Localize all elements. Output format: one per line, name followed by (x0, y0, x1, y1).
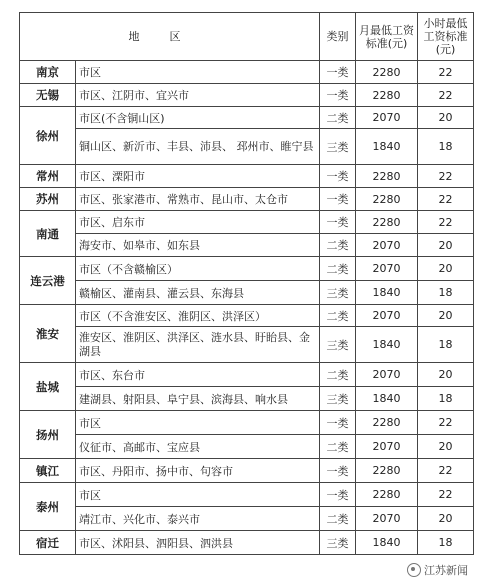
city-cell: 无锡 (20, 84, 76, 107)
monthly-cell: 2070 (356, 257, 418, 281)
area-cell: 市区、东台市 (76, 363, 320, 387)
city-cell: 徐州 (20, 107, 76, 165)
hourly-cell: 18 (418, 387, 474, 411)
hourly-cell: 20 (418, 305, 474, 327)
area-cell: 市区、丹阳市、扬中市、句容市 (76, 459, 320, 483)
area-cell: 市区、江阴市、宜兴市 (76, 84, 320, 107)
hourly-cell: 22 (418, 459, 474, 483)
area-cell: 淮安区、淮阴区、洪泽区、涟水县、盱眙县、金湖县 (76, 327, 320, 363)
class-cell: 一类 (320, 61, 356, 84)
monthly-cell: 2070 (356, 107, 418, 129)
hourly-cell: 20 (418, 363, 474, 387)
class-cell: 一类 (320, 84, 356, 107)
monthly-cell: 2070 (356, 507, 418, 531)
table-row (20, 84, 474, 107)
hourly-cell: 18 (418, 531, 474, 555)
hourly-cell: 18 (418, 129, 474, 165)
city-cell: 泰州 (20, 483, 76, 531)
area-cell: 靖江市、兴化市、泰兴市 (76, 507, 320, 531)
table-row (20, 459, 474, 483)
table-row (20, 188, 474, 211)
class-cell: 二类 (320, 257, 356, 281)
table-row (20, 107, 474, 129)
area-cell: 市区(不含铜山区) (76, 107, 320, 129)
header-monthly: 月最低工资标准(元) (356, 13, 418, 61)
monthly-cell: 1840 (356, 531, 418, 555)
header-hourly: 小时最低工资标准(元) (418, 13, 474, 61)
class-cell: 三类 (320, 531, 356, 555)
class-cell: 二类 (320, 234, 356, 257)
area-cell: 市区、张家港市、常熟市、昆山市、太仓市 (76, 188, 320, 211)
area-cell: 铜山区、新沂市、丰县、沛县、 邳州市、睢宁县 (76, 129, 320, 165)
table-row (20, 411, 474, 435)
table-row (20, 363, 474, 387)
area-cell: 赣榆区、灌南县、灌云县、东海县 (76, 281, 320, 305)
hourly-cell: 20 (418, 507, 474, 531)
table-row (20, 234, 474, 257)
monthly-cell: 1840 (356, 281, 418, 305)
table-row (20, 257, 474, 281)
hourly-cell: 22 (418, 483, 474, 507)
monthly-cell: 1840 (356, 387, 418, 411)
class-cell: 一类 (320, 211, 356, 234)
table-row (20, 129, 474, 165)
area-cell: 市区 (76, 411, 320, 435)
monthly-cell: 2280 (356, 411, 418, 435)
header-class: 类别 (320, 13, 356, 61)
table-row (20, 387, 474, 411)
table-row (20, 165, 474, 188)
area-cell: 海安市、如皋市、如东县 (76, 234, 320, 257)
watermark (405, 562, 470, 578)
hourly-cell: 20 (418, 257, 474, 281)
city-cell: 南京 (20, 61, 76, 84)
table-header-row (20, 13, 474, 61)
area-cell: 市区（不含赣榆区） (76, 257, 320, 281)
class-cell: 二类 (320, 363, 356, 387)
table-row (20, 281, 474, 305)
city-cell: 淮安 (20, 305, 76, 363)
hourly-cell: 18 (418, 327, 474, 363)
monthly-cell: 1840 (356, 129, 418, 165)
class-cell: 一类 (320, 483, 356, 507)
hourly-cell: 18 (418, 281, 474, 305)
hourly-cell: 22 (418, 211, 474, 234)
class-cell: 三类 (320, 387, 356, 411)
monthly-cell: 2280 (356, 165, 418, 188)
class-cell: 三类 (320, 129, 356, 165)
hourly-cell: 20 (418, 107, 474, 129)
city-cell: 常州 (20, 165, 76, 188)
city-cell: 连云港 (20, 257, 76, 305)
area-cell: 市区（不含淮安区、淮阴区、洪泽区） (76, 305, 320, 327)
city-cell: 扬州 (20, 411, 76, 459)
hourly-cell: 22 (418, 188, 474, 211)
header-region: 地区 (20, 13, 320, 61)
class-cell: 一类 (320, 188, 356, 211)
monthly-cell: 2070 (356, 363, 418, 387)
monthly-cell: 2280 (356, 483, 418, 507)
table-row (20, 327, 474, 363)
class-cell: 二类 (320, 107, 356, 129)
table-row (20, 483, 474, 507)
area-cell: 市区、启东市 (76, 211, 320, 234)
table-row (20, 211, 474, 234)
monthly-cell: 2070 (356, 234, 418, 257)
city-cell: 宿迁 (20, 531, 76, 555)
area-cell: 市区、沭阳县、泗阳县、泗洪县 (76, 531, 320, 555)
table-row (20, 61, 474, 84)
class-cell: 一类 (320, 459, 356, 483)
monthly-cell: 2070 (356, 435, 418, 459)
watermark-text: 江苏新闻 (424, 564, 468, 577)
monthly-cell: 2280 (356, 61, 418, 84)
area-cell: 市区 (76, 61, 320, 84)
area-cell: 建湖县、射阳县、阜宁县、滨海县、响水县 (76, 387, 320, 411)
class-cell: 三类 (320, 281, 356, 305)
table-row (20, 531, 474, 555)
monthly-cell: 2070 (356, 305, 418, 327)
monthly-cell: 2280 (356, 459, 418, 483)
circle-logo-icon (407, 563, 421, 577)
class-cell: 二类 (320, 435, 356, 459)
city-cell: 苏州 (20, 188, 76, 211)
minimum-wage-table (19, 12, 474, 555)
class-cell: 二类 (320, 305, 356, 327)
class-cell: 一类 (320, 165, 356, 188)
city-cell: 镇江 (20, 459, 76, 483)
hourly-cell: 22 (418, 411, 474, 435)
hourly-cell: 22 (418, 84, 474, 107)
hourly-cell: 20 (418, 234, 474, 257)
table-row (20, 507, 474, 531)
city-cell: 盐城 (20, 363, 76, 411)
table-row (20, 305, 474, 327)
monthly-cell: 2280 (356, 84, 418, 107)
hourly-cell: 20 (418, 435, 474, 459)
hourly-cell: 22 (418, 165, 474, 188)
class-cell: 二类 (320, 507, 356, 531)
monthly-cell: 1840 (356, 327, 418, 363)
area-cell: 市区 (76, 483, 320, 507)
monthly-cell: 2280 (356, 188, 418, 211)
class-cell: 一类 (320, 411, 356, 435)
table-row (20, 435, 474, 459)
city-cell: 南通 (20, 211, 76, 257)
monthly-cell: 2280 (356, 211, 418, 234)
hourly-cell: 22 (418, 61, 474, 84)
area-cell: 仪征市、高邮市、宝应县 (76, 435, 320, 459)
class-cell: 三类 (320, 327, 356, 363)
area-cell: 市区、溧阳市 (76, 165, 320, 188)
